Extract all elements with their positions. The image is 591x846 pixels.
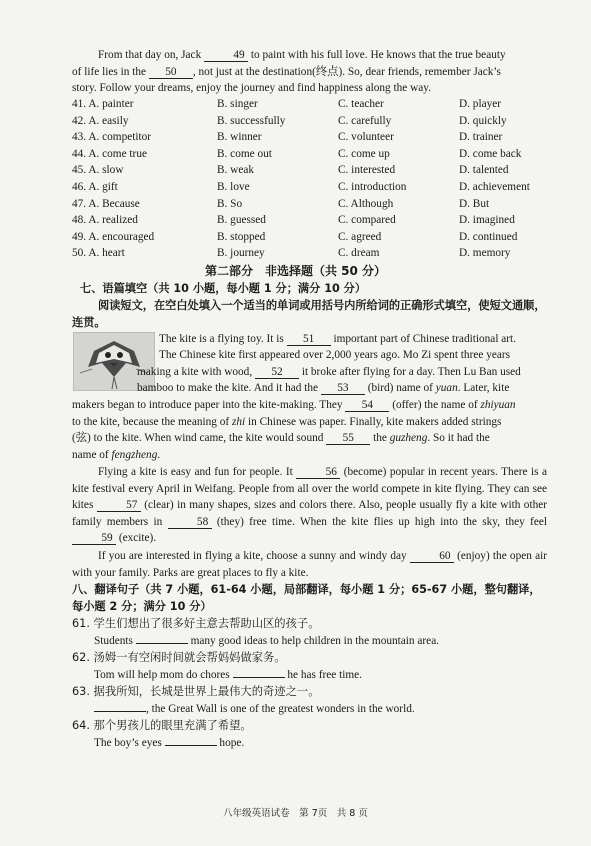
option-a-label: A. competitor [88, 131, 152, 144]
blank-59[interactable]: 59 [72, 532, 116, 545]
passage-text: The kite is a flying toy. It is [159, 333, 284, 345]
blank-60[interactable]: 60 [410, 550, 454, 563]
option-c[interactable]: C. agreed [338, 230, 382, 243]
passage-p2-l1 [159, 347, 547, 364]
option-d[interactable]: D. But [459, 197, 490, 210]
blank-55[interactable]: 55 [326, 432, 370, 445]
question-number: 46. [72, 180, 87, 193]
cloze-line-3 [72, 80, 547, 97]
q61-text: many good ideas to help children in the mountain area. [190, 635, 440, 647]
option-b[interactable]: B. successfully [217, 114, 286, 127]
passage-p2-l7 [72, 447, 547, 464]
question-number: 42. [72, 114, 87, 127]
blank-56[interactable]: 56 [296, 466, 340, 479]
q62-blank[interactable] [233, 677, 285, 678]
q61-english [94, 633, 547, 649]
option-row [72, 196, 569, 213]
option-a-label: A. Because [88, 197, 140, 210]
cloze-line-2 [72, 64, 547, 81]
passage-text: to the kite, because the meaning of [72, 416, 230, 428]
question-number: 45. [72, 164, 87, 177]
question-number: 43. [72, 131, 87, 144]
cloze-text: of life lies in the [72, 66, 147, 78]
option-d[interactable]: D. player [459, 98, 502, 110]
option-b[interactable]: B. stopped [217, 230, 266, 243]
blank-53[interactable]: 53 [321, 382, 365, 395]
cloze-passage-end [72, 47, 547, 64]
option-c[interactable]: C. carefully [338, 114, 392, 127]
option-c[interactable]: C. dream [338, 247, 380, 260]
option-a-label: A. gift [88, 180, 118, 193]
part2-title: 第二部分 非选择题（共 50 分） [204, 264, 387, 278]
option-c[interactable]: C. compared [338, 214, 396, 227]
section7-title: 七、语篇填空（共 10 小题，每小题 1 分；满分 10 分） [80, 282, 367, 295]
option-b[interactable]: B. guessed [217, 214, 266, 227]
passage-text: (they) free time. When the kite flies up high into the sky, they feel [216, 515, 547, 528]
passage-text: Flying a kite is easy and fun for people. It [98, 466, 293, 478]
section7-instruction: 阅读短文，在空白处填入一个适当的单词或用括号内所给词的正确形式填空，使短文通顺，连贯。 [72, 299, 546, 329]
q64-chinese: 64. 那个男孩儿的眼里充满了希望。 [72, 719, 252, 732]
passage-p4 [72, 548, 547, 581]
passage-p1 [159, 331, 547, 348]
option-a-label: A. encouraged [88, 230, 155, 243]
option-d[interactable]: D. memory [459, 247, 511, 260]
blank-57[interactable]: 57 [97, 499, 141, 512]
passage-text: making a kite with wood, [137, 366, 253, 378]
option-a[interactable] [72, 162, 217, 179]
option-c[interactable]: C. teacher [338, 98, 384, 110]
q61-chinese: 61. 学生们想出了很多好主意去帮助山区的孩子。 [72, 617, 320, 630]
blank-54[interactable]: 54 [345, 399, 389, 412]
cloze-text: , not just at the destination(终点). So, dear friends, remember Jack’s [192, 66, 501, 78]
option-a[interactable] [72, 212, 217, 229]
passage-p3 [72, 464, 547, 547]
option-a[interactable] [72, 96, 217, 113]
passage-text: in Chinese was paper. Finally, kite makers added strings [248, 416, 502, 428]
passage-term: guzheng [389, 432, 428, 444]
option-a-label: A. painter [88, 98, 134, 110]
option-b[interactable]: B. So [217, 197, 243, 210]
passage-term: zhiyuan [480, 399, 516, 411]
passage-p2-l3 [137, 380, 547, 397]
option-row [72, 229, 569, 246]
passage-text: (enjoy) the open air with your family. Parks are great places to fly a kite. [72, 550, 548, 579]
question-number: 47. [72, 197, 87, 210]
blank-49[interactable]: 49 [204, 49, 248, 62]
option-b[interactable]: B. winner [217, 131, 262, 144]
options-table [72, 96, 569, 262]
option-a-label: A. realized [88, 214, 138, 227]
passage-term: zhi [232, 416, 246, 428]
passage-text: bamboo to make the kite. And it had the [137, 382, 319, 394]
section8-title: 八、翻译句子（共 7 小题，61-64 小题，局部翻译，每小题 1 分；65-67 小题，整句翻译，每小题 2 分；满分 10 分） [72, 583, 541, 613]
passage-text: important part of Chinese traditional art. [333, 333, 517, 345]
page-footer: 八年级英语试卷 第 7页 共 8 页 [223, 808, 368, 819]
cloze-text: to paint with his full love. He knows that the true beauty [250, 49, 506, 61]
q63-text: , the Great Wall is one of the greatest wonders in the world. [146, 703, 415, 715]
blank-51[interactable]: 51 [287, 333, 331, 346]
option-d[interactable]: D. talented [459, 164, 509, 177]
q62-chinese: 62. 汤姆一有空闲时间就会帮妈妈做家务。 [72, 651, 286, 664]
option-c[interactable]: C. introduction [338, 180, 407, 193]
passage-p2-l5 [72, 414, 547, 431]
option-c[interactable]: C. volunteer [338, 131, 394, 144]
passage-text: (bird) name of [367, 382, 433, 394]
blank-58[interactable]: 58 [168, 516, 212, 529]
option-row [72, 96, 569, 113]
option-b[interactable]: B. come out [217, 147, 272, 160]
q64-blank[interactable] [165, 745, 217, 746]
option-row [72, 129, 569, 146]
q62-text: he has free time. [287, 669, 363, 681]
passage-p2-l6 [72, 430, 547, 447]
q61-text: Students [94, 635, 133, 647]
question-number: 49. [72, 230, 87, 243]
passage-text: . [157, 449, 161, 461]
passage-p2-l4 [72, 397, 547, 414]
option-c[interactable]: C. interested [338, 164, 396, 177]
option-b[interactable]: B. love [217, 180, 250, 193]
option-d[interactable]: D. imagined [459, 214, 515, 227]
cloze-text: From that day on, Jack [98, 49, 202, 61]
passage-text: . So it had the [427, 432, 490, 444]
q62-english [94, 667, 547, 683]
option-row [72, 212, 569, 229]
passage-term: yuan [435, 382, 458, 394]
passage-text: name of [72, 449, 109, 461]
option-row [72, 113, 569, 130]
option-d[interactable]: D. trainer [459, 131, 503, 144]
option-row [72, 179, 569, 196]
passage-text: If you are interested in flying a kite, choose a sunny and windy day [98, 550, 407, 562]
q63-english [94, 701, 547, 717]
blank-52[interactable]: 52 [255, 366, 299, 379]
option-a[interactable] [72, 179, 217, 196]
option-a[interactable] [72, 146, 217, 163]
passage-text: (excite). [118, 532, 157, 545]
passage-text: the [373, 432, 387, 444]
passage-text: . Later, kite [457, 382, 510, 394]
passage-text: it broke after flying for a day. Then Lu Ban used [301, 366, 521, 378]
option-row [72, 162, 569, 179]
option-d[interactable]: D. come back [459, 147, 522, 160]
option-b[interactable]: B. journey [217, 247, 265, 260]
option-a[interactable] [72, 245, 217, 262]
q62-text: Tom will help mom do chores [94, 669, 230, 681]
option-d[interactable]: D. achievement [459, 180, 530, 193]
passage-text: makers began to introduce paper into the kite-making. They [72, 399, 343, 411]
option-a-label: A. easily [88, 114, 129, 127]
option-c[interactable]: C. Although [338, 197, 394, 210]
option-c[interactable]: C. come up [338, 147, 390, 160]
option-d[interactable]: D. continued [459, 230, 518, 243]
q64-text: hope. [219, 737, 245, 749]
passage-text: (弦) to the kite. When wind came, the kite would sound [72, 432, 324, 444]
option-a[interactable] [72, 113, 217, 130]
passage-p2-l2 [137, 364, 547, 381]
option-b[interactable]: B. singer [217, 98, 258, 110]
passage-term: fengzheng [111, 449, 158, 461]
question-number: 41. [72, 98, 87, 110]
passage-text: (offer) the name of [392, 399, 478, 411]
blank-50[interactable]: 50 [149, 66, 193, 79]
option-a[interactable] [72, 129, 217, 146]
option-a-label: A. slow [88, 164, 124, 177]
q63-blank[interactable] [94, 711, 146, 712]
q63-chinese: 63. 据我所知，长城是世界上最伟大的奇迹之一。 [72, 685, 320, 698]
q61-blank[interactable] [136, 643, 188, 644]
question-number: 48. [72, 214, 87, 227]
option-a[interactable] [72, 196, 217, 213]
passage-text: (clear) in many shapes, sizes and colors there. Also, people usually fly a kite with other family members in [72, 499, 548, 528]
q64-text: The boy’s eyes [94, 737, 162, 749]
passage-text: (become) popular in recent years. There is a kite festival every April in Weifang. People from all over the world compete in kite flying. They can see kites [72, 466, 547, 512]
question-number: 44. [72, 147, 87, 160]
option-b[interactable]: B. weak [217, 164, 255, 177]
option-row [72, 146, 569, 163]
passage-text: The Chinese kite first appeared over 2,000 years ago. Mo Zi spent three years [159, 349, 511, 361]
option-a[interactable] [72, 229, 217, 246]
q64-english [94, 735, 547, 751]
question-number: 50. [72, 247, 87, 260]
option-d[interactable]: D. quickly [459, 114, 507, 127]
option-a-label: A. come true [88, 147, 147, 160]
option-row [72, 245, 569, 262]
option-a-label: A. heart [88, 247, 125, 260]
cloze-text: story. Follow your dreams, enjoy the journey and find happiness along the way. [72, 82, 432, 94]
